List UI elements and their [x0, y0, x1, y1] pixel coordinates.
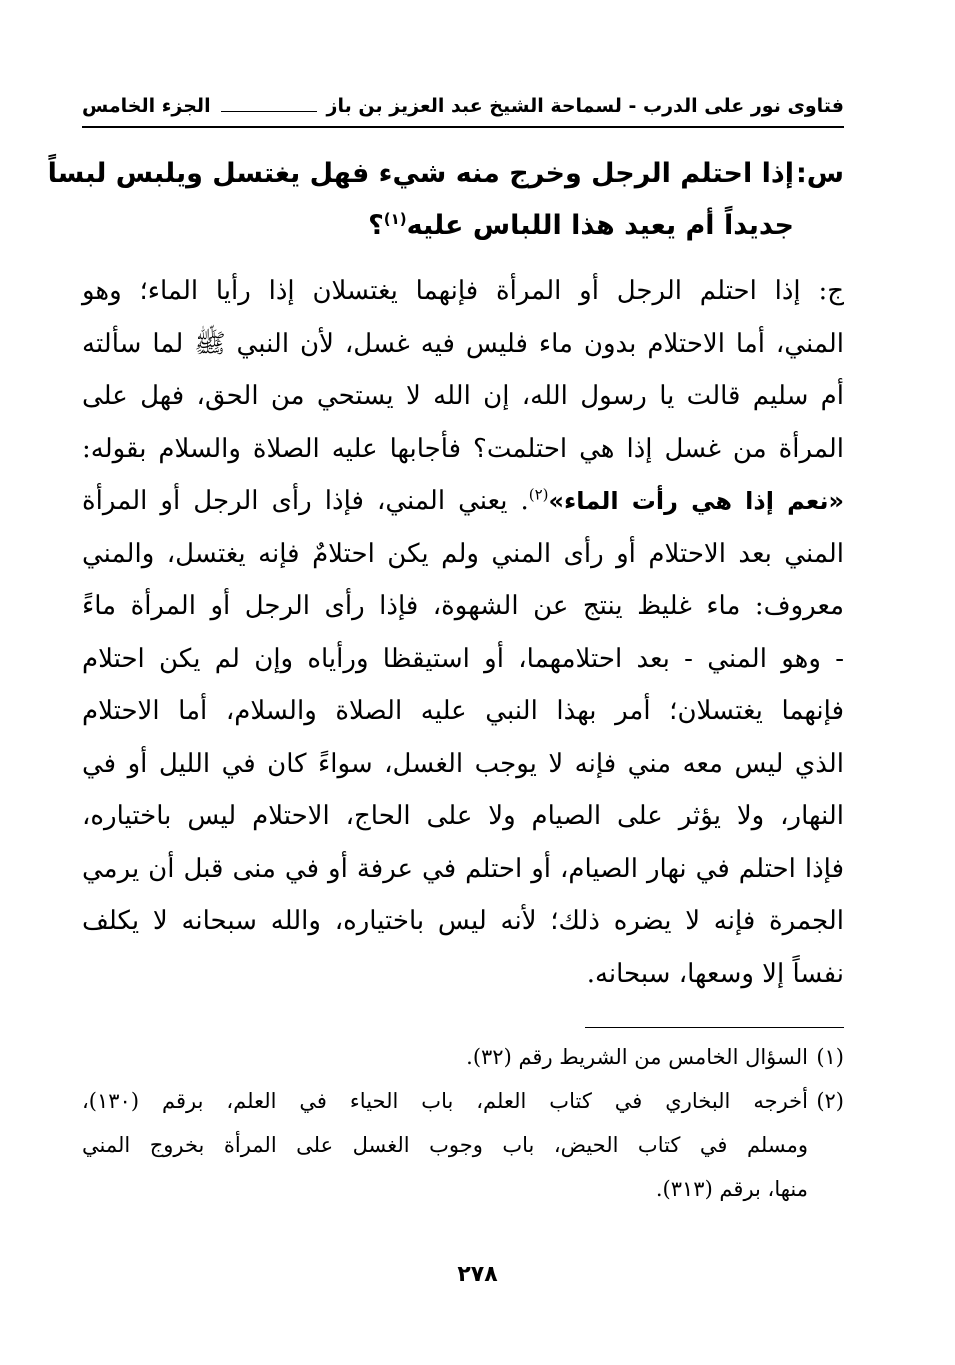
- answer-line: فإنهما يغتسلان؛ أمر بهذا النبي عليه الصلاة والسلام، أما الاحتلام: [82, 696, 844, 726]
- footnote-2-cont: ومسلم في كتاب الحيض، باب وجوب الغسل على المرأة بخروج المني: [82, 1133, 808, 1157]
- footnote-text: السؤال الخامس من الشريط رقم (٣٢).: [466, 1045, 808, 1069]
- answer-line: النهار، ولا يؤثر على الصيام ولا على الحاج، الاحتلام ليس باختياره،: [82, 801, 844, 831]
- header-leader-line: [221, 101, 317, 112]
- answer-block: [82, 265, 844, 1000]
- footnote-ref-1[interactable]: (١): [383, 210, 407, 228]
- question-mark: ؟: [368, 210, 384, 241]
- question-line-1: [47, 148, 844, 200]
- answer-line: المرأة من غسل إذا هي احتلمت؟ فأجابها عليه الصلاة والسلام بقوله:: [82, 433, 844, 464]
- answer-line: [82, 475, 844, 528]
- answer-line: - وهو المني - بعد احتلامهما، أو استيقظا ورأياه وإن لم يكن احتلام: [82, 643, 844, 674]
- footnote-number: (٢): [816, 1089, 844, 1113]
- answer-line: أم سليم قالت يا رسول الله، إن الله لا يستحي من الحق، فهل على: [82, 381, 844, 411]
- running-header: [82, 88, 844, 124]
- volume-label: الجزء الخامس: [82, 95, 211, 117]
- footnote-2: [82, 1079, 844, 1123]
- question-block: [47, 148, 844, 252]
- answer-line: الذي ليس معه مني فإنه لا يوجب الغسل، سواءً كان في الليل أو في: [82, 748, 844, 779]
- answer-line: معروف: ماء غليظ ينتج عن الشهوة، فإذا رأى الرجل أو المرأة ماءً: [82, 591, 844, 621]
- page-number: ٢٧٨: [457, 1262, 498, 1287]
- question-line-2: [82, 200, 844, 252]
- answer-line-5-rest: . يعني المني، فإذا رأى الرجل أو المرأة: [82, 486, 529, 516]
- answer-line: الجمرة فإنه لا يضره ذلك؛ لأنه ليس باختياره، والله سبحانه لا يكلف: [82, 906, 844, 936]
- footnote-text: أخرجه البخاري في كتاب العلم، باب الحياء في العلم، برقم (١٣٠)،: [82, 1089, 808, 1113]
- answer-line: نفساً إلا وسعها، سبحانه.: [586, 958, 844, 989]
- answer-line: ج: إذا احتلم الرجل أو المرأة فإنهما يغتسلان إذا رأيا الماء؛ وهو: [82, 276, 844, 306]
- header-divider: [82, 126, 844, 128]
- answer-line: فإذا احتلم في نهار الصيام، أو احتلم في عرفة أو في منى قبل أن يرمي: [82, 853, 844, 884]
- question-marker: س:: [795, 158, 844, 189]
- footnote-number: (١): [816, 1045, 844, 1069]
- footnote-2-cont: منها، برقم (٣١٣).: [655, 1177, 808, 1201]
- footnote-ref-2[interactable]: (٢): [528, 485, 549, 504]
- answer-line: المني بعد الاحتلام أو رأى المني ولم يكن احتلامٌ فإنه يغتسل، والمني: [82, 538, 844, 569]
- question-text-2: جديداً أم يعيد هذا اللباس عليه: [406, 210, 794, 241]
- footnote-1: [82, 1035, 844, 1079]
- footnote-divider: [585, 1027, 844, 1028]
- book-title: فتاوى نور على الدرب - لسماحة الشيخ عبد العزيز بن باز: [326, 95, 844, 117]
- question-text-1: إذا احتلم الرجل وخرج منه شيء فهل يغتسل ويلبس لبساً: [47, 158, 794, 189]
- hadith-quote: «نعم إذا هي رأت الماء»: [548, 487, 844, 515]
- answer-line: المني، أما الاحتلام بدون ماء فليس فيه غسل، لأن النبي ﷺ لما سألته: [82, 328, 844, 359]
- footnotes-block: [82, 1035, 844, 1211]
